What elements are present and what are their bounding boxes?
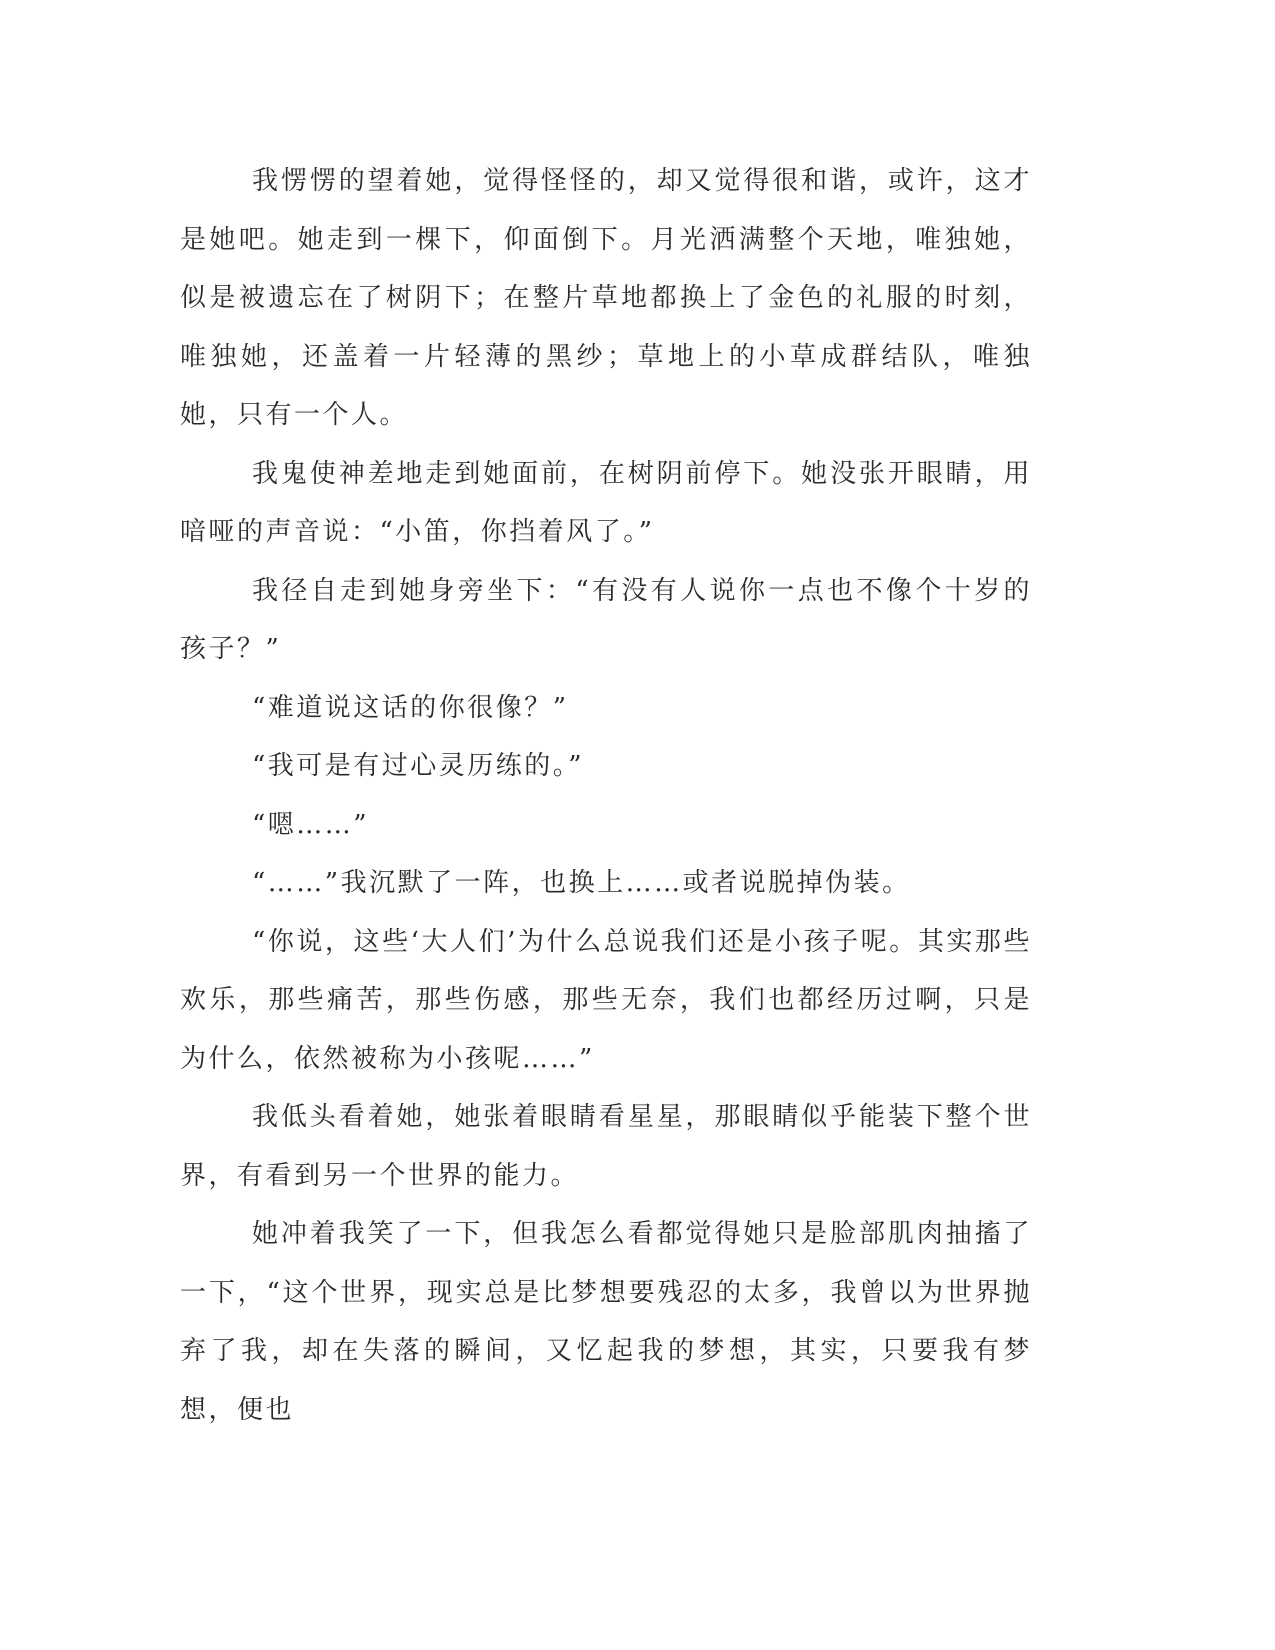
paragraph-3: 我径自走到她身旁坐下：“有没有人说你一点也不像个十岁的孩子？” — [180, 575, 1032, 664]
paragraph-5: “我可是有过心灵历练的。” — [252, 751, 585, 781]
paragraph-7: “……”我沉默了一阵，也换上……或者说脱掉伪装。 — [252, 868, 911, 898]
paragraph-8: “你说，这些‘大人们’为什么总说我们还是小孩子呢。其实那些欢乐，那些痛苦，那些伤感，那些无奈，我们也都经历过啊，只是为什么，依然被称为小孩呢……” — [180, 926, 1032, 1074]
paragraph-10: 她冲着我笑了一下，但我怎么看都觉得她只是脸部肌肉抽搐了一下，“这个世界，现实总是比梦想要残忍的太多，我曾以为世界抛弃了我，却在失落的瞬间，又忆起我的梦想，其实，只要我有梦想，便也 — [180, 1219, 1032, 1425]
paragraph-9: 我低头看着她，她张着眼睛看星星，那眼睛似乎能装下整个世界，有看到另一个世界的能力。 — [180, 1102, 1032, 1191]
paragraph-4: “难道说这话的你很像？” — [252, 692, 569, 723]
document-body — [180, 152, 1032, 1439]
paragraph-2: 我鬼使神差地走到她面前，在树阴前停下。她没张开眼睛，用喑哑的声音说：“小笛，你挡着风了。” — [180, 458, 1032, 547]
paragraph-1: 我愣愣的望着她，觉得怪怪的，却又觉得很和谐，或许，这才是她吧。她走到一棵下，仰面倒下。月光洒满整个天地，唯独她，似是被遗忘在了树阴下；在整片草地都换上了金色的礼服的时刻，唯独她，还盖着一片轻薄的黑纱；草地上的小草成群结队，唯独她，只有一个人。 — [180, 166, 1032, 430]
paragraph-6: “嗯……” — [252, 809, 370, 840]
